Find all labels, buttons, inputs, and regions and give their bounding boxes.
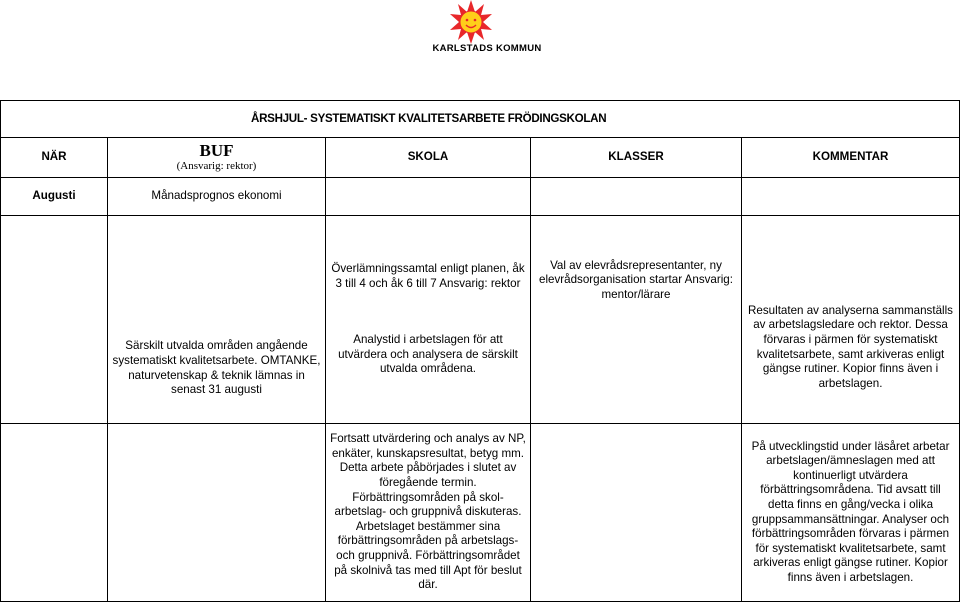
augusti-skola-cell — [326, 178, 531, 216]
augusti-kommentar-cell — [742, 178, 960, 216]
last-kommentar-cell: På utvecklingstid under läsåret arbetar arbetslagen/ämneslagen med att kontinuerligt utvärdera förbättringsområdena. Tid avsatt till detta finns en gång/vecka i olika gruppsammansättningar. Analyser och förbättringsområden förvaras i pärmen för systematiskt kvalitetsarbete, samt arkiveras enligt gängse rutiner. Kopior finns även i arbetslagen. — [742, 424, 960, 602]
buf-sublabel: (Ansvarig: rektor) — [176, 160, 257, 172]
sun-logo-icon — [447, 0, 495, 46]
spacer — [330, 291, 526, 333]
month-augusti: Augusti — [1, 178, 108, 216]
logo — [0, 0, 960, 70]
main-klasser-cell: Val av elevrådsrepresentanter, ny elevrådsorganisation startar Ansvarig: mentor/lärare — [531, 216, 742, 424]
last-skola-cell: Fortsatt utvärdering och analys av NP, enkäter, kunskapsresultat, betyg mm. Detta arbete påbörjades i slutet av föregående termin. Förbättringsområden på skol- arbetslag- och gruppnivå diskuteras. Arbetslaget bestämmer sina förbättringsområden på arbetslags- och gruppnivå. Förbättringsområdet på skolnivå tas med till Apt för beslut där. — [326, 424, 531, 602]
last-month-cell — [1, 424, 108, 602]
logo-text: KARLSTADS KOMMUN — [432, 43, 542, 54]
skola-analystid-text: Analystid i arbetslagen för att utvärdera och analysera de särskilt utvalda områdena. — [338, 333, 518, 376]
column-header-klasser: KLASSER — [531, 138, 742, 178]
column-header-buf — [108, 138, 326, 178]
page-title: ÅRSHJUL- SYSTEMATISKT KVALITETSARBETE FRÖDINGSKOLAN — [1, 101, 960, 138]
skola-overlamning-text: Överlämningssamtal enligt planen, åk 3 till 4 och åk 6 till 7 Ansvarig: rektor — [331, 262, 525, 290]
main-buf-cell: Särskilt utvalda områden angående systematiskt kvalitetsarbete. OMTANKE, naturvetenskap & teknik lämnas in senast 31 augusti — [108, 216, 326, 424]
main-kommentar-cell: Resultaten av analyserna sammanställs av arbetslagsledare och rektor. Dessa förvaras i pärmen för systematiskt kvalitetsarbete, samt arkiveras enligt gängse rutiner. Kopior finns även i arbetslagen. — [742, 216, 960, 424]
augusti-klasser-cell — [531, 178, 742, 216]
last-buf-cell — [108, 424, 326, 602]
main-skola-cell — [326, 216, 531, 424]
main-month-cell — [1, 216, 108, 424]
column-header-kommentar: KOMMENTAR — [742, 138, 960, 178]
plan-table — [0, 100, 960, 602]
column-header-nar: NÄR — [1, 138, 108, 178]
column-header-skola: SKOLA — [326, 138, 531, 178]
last-klasser-cell — [531, 424, 742, 602]
buf-label: BUF — [199, 141, 234, 160]
augusti-buf-cell: Månadsprognos ekonomi — [108, 178, 326, 216]
